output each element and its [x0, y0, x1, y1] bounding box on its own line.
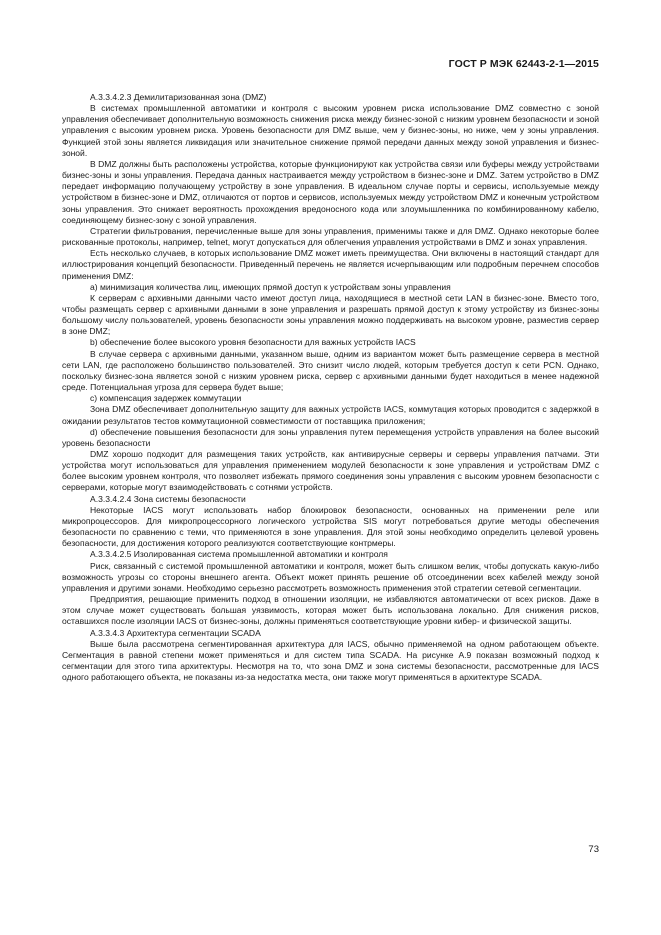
- body-paragraph: Риск, связанный с системой промышленной автоматики и контроля, может быть слишком велик, чтобы допускать какую-либо возможность угрозы со стороны внешнего агента. Объект может принять решение об отсоединении всех кабелей между зоной управления и другими зонами. Необходимо серьезно рассмотреть возможность применения этой стратегии сетевой сегментации.: [62, 560, 599, 593]
- body-paragraph: В DMZ должны быть расположены устройства, которые функционируют как устройства связи или буферы между устройствами бизнес-зоны и зоны управления. Передача данных настраивается между устройством в бизнес-зоне и DMZ. Затем устройство в DMZ передает информацию получающему устройству в зоне управления. В идеальном случае порты и сервисы, используемые между устройством в бизнес-зоне и DMZ, отличаются от портов и сервисов, используемых между устройством DMZ и конечным устройством зоны управления. Это снижает вероятность прохождения вредоносного кода или злоумышленника по комбинированному кабелю, соединяющему бизнес-зону с зоной управления.: [62, 158, 599, 225]
- body-paragraph: В случае сервера с архивными данными, указанном выше, одним из вариантом может быть размещение сервера в местной сети LAN, где расположено большинство пользователей. Это снизит число людей, которым требуется доступ к сети PCN. Однако, поскольку бизнес-зона является зоной с низким уровнем риска, сервер с архивными данными будет находиться в менее надежной среде. Потенциальная угроза для сервера будет выше;: [62, 348, 599, 393]
- standard-header: ГОСТ Р МЭК 62443-2-1—2015: [448, 58, 599, 70]
- list-item: d) обеспечение повышения безопасности для зоны управления путем перемещения устройств управления на более высокий уровень безопасности: [62, 426, 599, 448]
- section-heading: А.3.3.4.3 Архитектура сегментации SCADA: [90, 627, 261, 638]
- body-paragraph: Некоторые IACS могут использовать набор блокировок безопасности, основанных на применении реле или микропроцессоров. Для микропроцессорного логического устройства SIS могут потребоваться другие методы обеспечения безопасности по сравнению с теми, что применяются в зоне управления. Для этой зоны необходимо определить целевой уровень безопасности, для достижения которого реализуются соответствующие контрмеры.: [62, 504, 599, 549]
- list-item: b) обеспечение более высокого уровня безопасности для важных устройств IACS: [90, 337, 416, 348]
- page-number: 73: [588, 844, 599, 855]
- body-paragraph: Предприятия, решающие применить подход в отношении изоляции, не избавляются автоматически от всех рисков. Даже в этом случае может существовать большая уязвимость, которая может быть использована локально. Для снижения рисков, оставшихся после изоляции IACS от бизнес-зоны, должны применяться соответствующие уровни кибер- и физической защиты.: [62, 594, 599, 627]
- section-heading: А.3.3.4.2.4 Зона системы безопасности: [90, 493, 246, 504]
- body-paragraph: Есть несколько случаев, в которых использование DMZ может иметь преимущества. Они включены в настоящий стандарт для иллюстрирования концепций безопасности. Приведенный перечень не является исчерпывающим или подробным перечнем способов применения DMZ:: [62, 248, 599, 281]
- document-body: [62, 92, 599, 683]
- body-paragraph: В системах промышленной автоматики и контроля с высоким уровнем риска использование DMZ совместно с зоной управления обеспечивает дополнительную возможность снижения риска между бизнес-зоной с низким уровнем безопасности и зоной управления с высоким уровнем риска. Уровень безопасности для DMZ выше, чем у бизнес-зоны, но ниже, чем у зоны управления. Функцией этой зоны является ликвидация или значительное снижение прямой передачи данных между зоной управления и бизнес-зоной.: [62, 103, 599, 158]
- body-paragraph: DMZ хорошо подходит для размещения таких устройств, как антивирусные серверы и серверы управления патчами. Эти устройства могут использоваться для управления применением модулей безопасности к зоне управления и устройствам DMZ с более высоким уровнем контроля, что позволяет избежать прямого соединения зоны управления с высоким уровнем безопасности с серверами, которые могут взаимодействовать с сотнями устройств.: [62, 449, 599, 493]
- body-paragraph: Стратегии фильтрования, перечисленные выше для зоны управления, применимы также и для DMZ. Однако некоторые более рискованные протоколы, например, telnet, могут допускаться для облегчения управления устройствами в DMZ и зонах управления.: [62, 225, 599, 248]
- section-heading: А.3.3.4.2.3 Демилитаризованная зона (DMZ): [90, 92, 267, 102]
- body-paragraph: Зона DMZ обеспечивает дополнительную защиту для важных устройств IACS, коммутация которых проводится с задержкой в ожидании результатов тестов коммутационной совместимости от поставщика приложения;: [62, 404, 599, 426]
- body-paragraph: Выше была рассмотрена сегментированная архитектура для IACS, обычно применяемой на одном работающем объекте. Сегментация в равной степени может применяться и для систем типа SCADA. На рисунке А.9 показан возможный подход к сегментации для этого типа архитектуры. Несмотря на то, что зона DMZ и зона системы безопасности, рассмотренные для IACS одного работающего объекта, не показаны из-за недостатка места, они также могут применяться в архитектуре SCADA.: [62, 638, 599, 683]
- body-paragraph: К серверам с архивными данными часто имеют доступ лица, находящиеся в местной сети LAN в бизнес-зоне. Вместо того, чтобы размещать сервер с архивными данными в зоне управления и разрешать прямой доступ к этому устройству из бизнес-зоны большому числу пользователей, уровень безопасности зоны управления можно поддерживать на высоком уровне, разместив сервер в зоне DMZ;: [62, 292, 599, 337]
- list-item: с) компенсация задержек коммутации: [90, 393, 242, 404]
- section-heading: А.3.3.4.2.5 Изолированная система промышленной автоматики и контроля: [90, 549, 388, 560]
- list-item: а) минимизация количества лиц, имеющих прямой доступ к устройствам зоны управления: [90, 281, 451, 292]
